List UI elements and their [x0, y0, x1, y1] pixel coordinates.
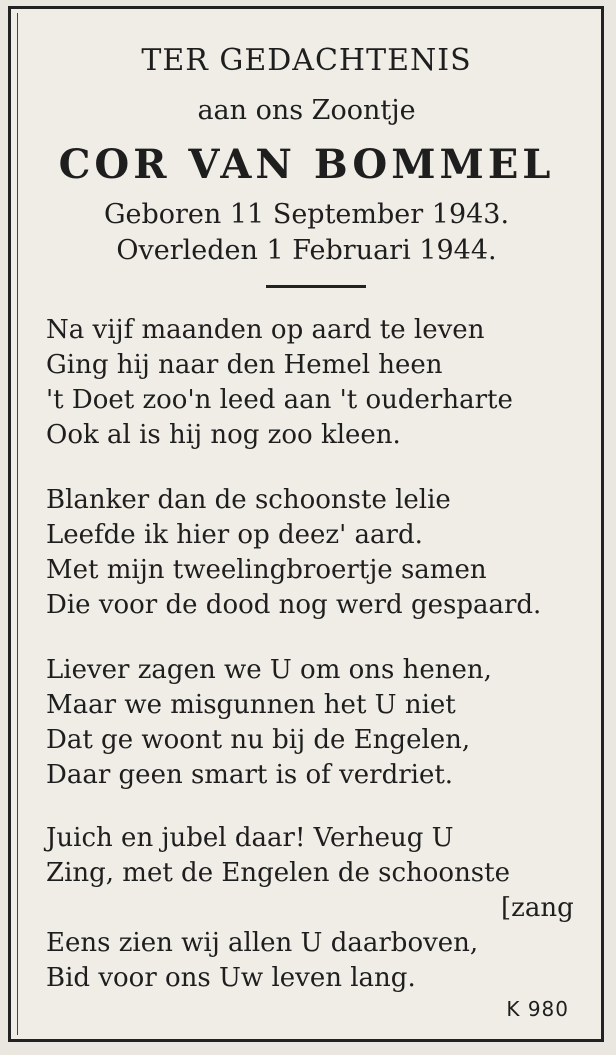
- verse-line: Met mijn tweelingbroertje samen: [46, 555, 487, 585]
- verse-line: Zing, met de Engelen de schoonste: [46, 858, 510, 888]
- card-subtitle: aan ons Zoontje: [197, 95, 416, 126]
- verse-line: Bid voor ons Uw leven lang.: [46, 963, 416, 993]
- verse-line: Maar we misgunnen het U niet: [46, 690, 456, 720]
- deceased-name: COR VAN BOMMEL: [58, 141, 555, 188]
- verse-line: Blanker dan de schoonste lelie: [46, 485, 451, 515]
- divider-rule: [266, 285, 366, 288]
- verse-line: Dat ge woont nu bij de Engelen,: [46, 725, 471, 755]
- memorial-card: [8, 6, 604, 1042]
- verse-line: Liever zagen we U om ons henen,: [46, 655, 492, 685]
- card-inner-border: [17, 13, 595, 1035]
- birth-date: Geboren 11 September 1943.: [103, 199, 510, 230]
- verse-line: Eens zien wij allen U daarboven,: [46, 928, 479, 958]
- stanza-4: [46, 821, 585, 996]
- stanza-3: [46, 653, 585, 793]
- verse-line: 't Doet zoo'n leed aan 't ouderharte: [46, 385, 513, 415]
- print-code: K 980: [506, 997, 569, 1021]
- stanza-2: [46, 483, 585, 623]
- stanza-1: [46, 313, 585, 453]
- verse-line: Ook al is hij nog zoo kleen.: [46, 420, 401, 450]
- verse-line: Die voor de dood nog werd gespaard.: [46, 590, 542, 620]
- verse-line: Juich en jubel daar! Verheug U: [46, 823, 454, 853]
- verse-line-continuation: [zang: [501, 893, 574, 923]
- verse-line: Daar geen smart is of verdriet.: [46, 760, 454, 790]
- verse-line: Ging hij naar den Hemel heen: [46, 350, 443, 380]
- verse-line: Leefde ik hier op deez' aard.: [46, 520, 423, 550]
- card-title: TER GEDACHTENIS: [141, 43, 472, 78]
- death-date: Overleden 1 Februari 1944.: [116, 235, 497, 266]
- verse-line: Na vijf maanden op aard te leven: [46, 315, 485, 345]
